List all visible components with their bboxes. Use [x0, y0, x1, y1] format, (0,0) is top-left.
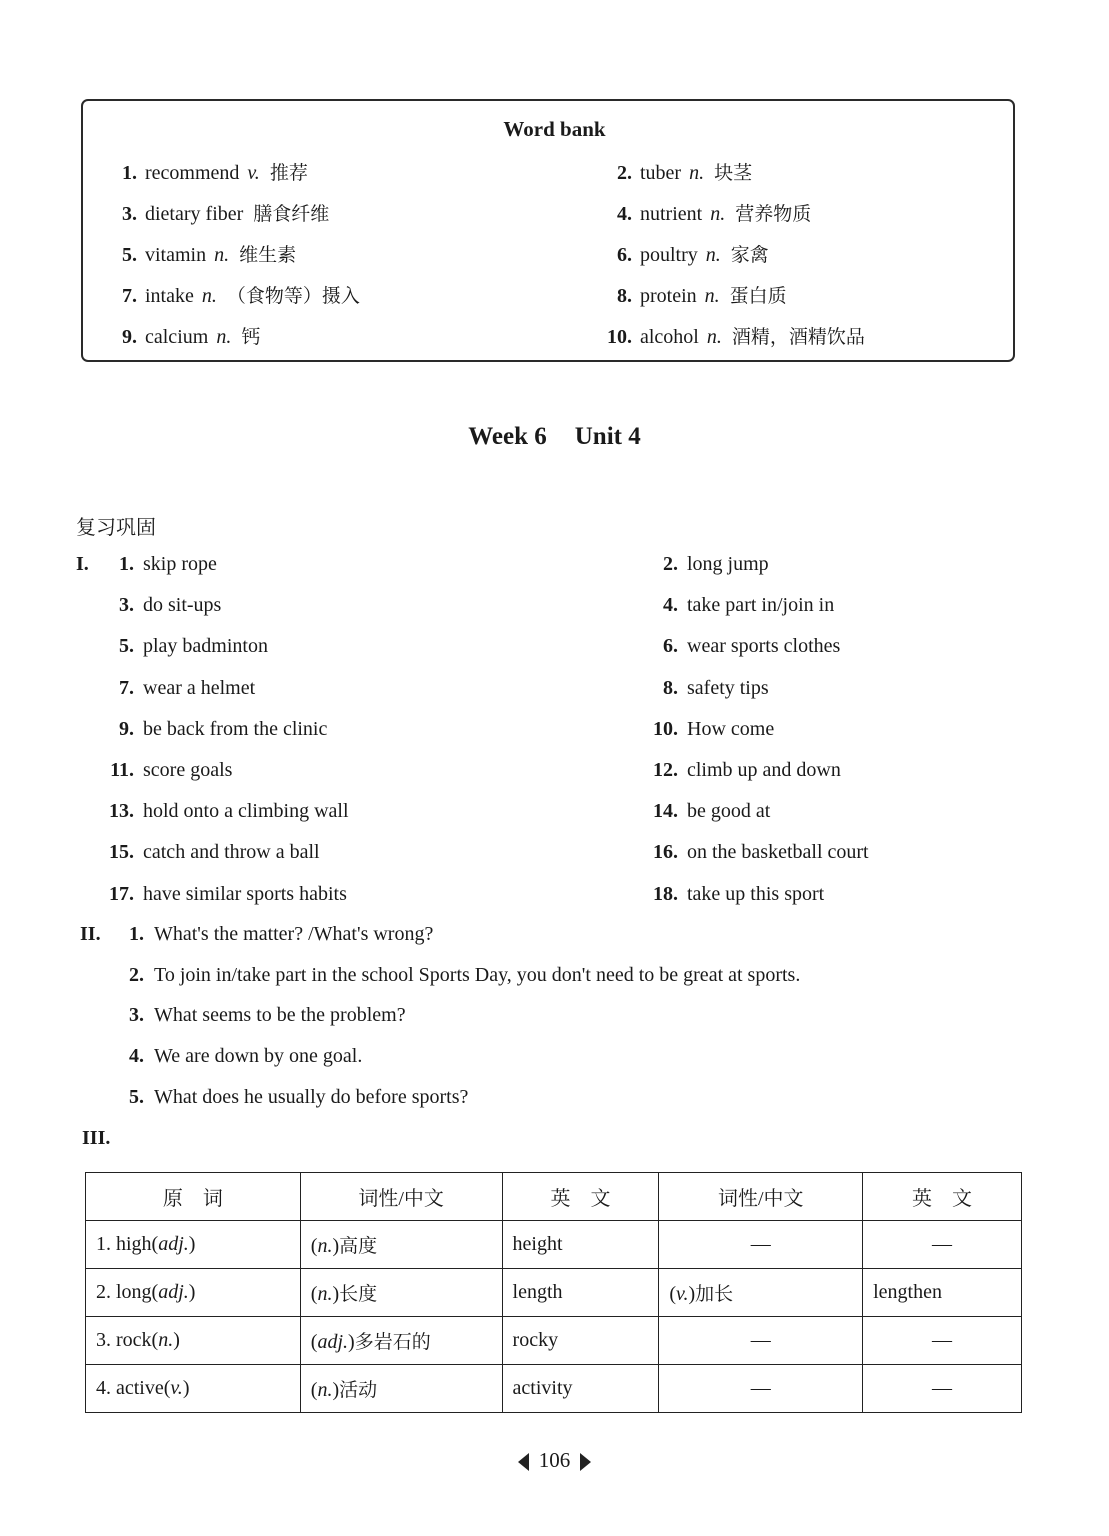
item-number: 7.: [122, 285, 137, 307]
header-original: 原 词: [86, 1173, 301, 1221]
item-text: be back from the clinic: [143, 717, 328, 740]
pos-1: n.: [317, 1283, 333, 1305]
item-pos: n.: [201, 285, 217, 307]
item-meaning: 推荐: [269, 162, 308, 184]
original-word: 1. high(: [96, 1233, 159, 1255]
item-meaning: 块茎: [714, 162, 753, 184]
chinese-1: 长度: [339, 1283, 378, 1305]
word-bank-title: Word bank: [503, 117, 606, 141]
item-number: 2.: [129, 963, 144, 986]
pos-2: v.: [676, 1283, 689, 1305]
item-text: skip rope: [143, 553, 217, 575]
part2-item: [118, 923, 433, 946]
cell-original: [86, 1317, 301, 1365]
paren-close: ): [332, 1283, 340, 1305]
original-word: 3. rock(: [96, 1329, 159, 1351]
part1-item: [96, 718, 327, 741]
word-forms-table: [85, 1172, 1022, 1413]
item-number: 3.: [122, 203, 137, 225]
item-pos: v.: [247, 162, 260, 184]
item-meaning: 钙: [241, 326, 261, 348]
part2-roman: II.: [80, 923, 101, 945]
cell-pos-cn-2: —: [659, 1317, 863, 1365]
cell-english-2: lengthen: [863, 1269, 1022, 1317]
cell-original: [86, 1365, 301, 1413]
item-text: hold onto a climbing wall: [143, 800, 349, 823]
paren-close: ): [188, 1233, 196, 1255]
part2-item: [118, 1004, 406, 1027]
item-text: play badminton: [143, 635, 268, 658]
word-bank-item: [103, 281, 360, 308]
cell-pos-cn-2: [659, 1269, 863, 1317]
paren-close: ): [332, 1379, 340, 1401]
item-number: 4.: [617, 203, 632, 225]
word-bank-item: [103, 240, 296, 267]
item-word: poultry: [640, 244, 698, 266]
item-text: long jump: [687, 553, 769, 575]
part1-item: [640, 635, 840, 658]
item-pos: n.: [214, 244, 230, 266]
item-number: 13.: [109, 800, 134, 823]
cell-english-1: rocky: [502, 1317, 659, 1365]
pos-1: n.: [317, 1235, 333, 1257]
item-number: 5.: [119, 635, 134, 658]
item-number: 4.: [663, 594, 678, 617]
item-meaning: 酒精，酒精饮品: [731, 326, 865, 348]
item-meaning: 维生素: [239, 244, 297, 266]
part1-item: [96, 677, 255, 700]
week-label: Week 6: [468, 423, 547, 450]
item-meaning: 营养物质: [735, 203, 812, 225]
cell-english-1: activity: [502, 1365, 659, 1413]
word-bank-item: [598, 199, 811, 226]
item-text: How come: [687, 717, 775, 740]
item-number: 1.: [119, 553, 134, 575]
cell-pos-cn-1: [300, 1269, 502, 1317]
item-number: 1.: [129, 923, 144, 945]
item-word: vitamin: [145, 244, 207, 266]
chinese-1: 高度: [339, 1235, 378, 1257]
cell-english-2: —: [863, 1365, 1022, 1413]
part1-item: [96, 883, 347, 906]
table-row: [86, 1221, 1022, 1269]
item-number: 17.: [109, 882, 134, 905]
table-row: [86, 1317, 1022, 1365]
item-number: 9.: [122, 326, 137, 348]
cell-english-2: —: [863, 1317, 1022, 1365]
part1-roman: I.: [76, 553, 89, 575]
cell-english-2: —: [863, 1221, 1022, 1269]
table-row: [86, 1269, 1022, 1317]
part1-item: [640, 841, 869, 864]
chinese-1: 活动: [339, 1379, 378, 1401]
next-arrow-icon: [580, 1453, 591, 1471]
item-number: 8.: [663, 676, 678, 699]
word-bank-item: [598, 158, 752, 185]
word-bank-item: [103, 199, 329, 226]
part1-item: [96, 800, 349, 823]
item-text: catch and throw a ball: [143, 841, 320, 864]
header-english-1: 英 文: [502, 1173, 659, 1221]
paren-close: ): [332, 1235, 340, 1257]
part1-item: [96, 635, 268, 658]
item-number: 5.: [122, 244, 137, 266]
chinese-2: 加长: [695, 1283, 734, 1305]
part1-item: [640, 883, 824, 906]
item-pos: n.: [710, 203, 726, 225]
item-word: nutrient: [640, 203, 703, 225]
item-number: 8.: [617, 285, 632, 307]
word-bank-item: [598, 240, 769, 267]
paren-open: (: [310, 1235, 318, 1257]
item-text: To join in/take part in the school Sports Day, you don't need to be great at sports.: [154, 963, 801, 986]
item-text: climb up and down: [687, 759, 841, 781]
cell-pos-cn-2: —: [659, 1221, 863, 1269]
pos-1: adj.: [317, 1331, 349, 1353]
word-bank-item: [598, 281, 787, 308]
item-number: 2.: [617, 162, 632, 184]
item-text: do sit-ups: [143, 594, 222, 617]
item-number: 12.: [653, 759, 678, 781]
part1-item: [96, 553, 217, 576]
pos-1: n.: [317, 1379, 333, 1401]
part1-item: [640, 800, 770, 823]
item-number: 5.: [129, 1085, 144, 1108]
item-word: calcium: [145, 326, 209, 348]
cell-pos-cn-1: [300, 1317, 502, 1365]
word-bank-item: [103, 158, 308, 185]
item-word: intake: [145, 285, 194, 307]
paren-close: ): [348, 1331, 355, 1353]
week-unit-heading: [0, 423, 1109, 451]
original-pos: v.: [170, 1377, 183, 1399]
header-pos-cn-2: 词性/中文: [659, 1173, 863, 1221]
item-number: 7.: [119, 676, 134, 699]
item-number: 3.: [129, 1004, 144, 1027]
item-number: 10.: [653, 717, 678, 740]
item-word: dietary fiber: [145, 203, 244, 225]
word-bank-item: [598, 322, 865, 349]
original-word: 2. long(: [96, 1281, 159, 1303]
cell-original: [86, 1221, 301, 1269]
original-word: 4. active(: [96, 1377, 171, 1399]
item-text: safety tips: [687, 676, 769, 699]
item-number: 10.: [607, 326, 632, 348]
section-title: 复习巩固: [76, 515, 156, 539]
page-number: 106: [538, 1448, 571, 1472]
item-pos: n.: [705, 244, 721, 266]
item-number: 11.: [110, 759, 134, 781]
item-number: 4.: [129, 1045, 144, 1068]
paren-open: (: [310, 1379, 318, 1401]
paren-open: (: [310, 1331, 318, 1353]
item-pos: n.: [706, 326, 722, 348]
item-number: 6.: [617, 244, 632, 266]
page-footer: [0, 1448, 1109, 1473]
unit-label: Unit 4: [574, 423, 641, 450]
cell-english-1: length: [502, 1269, 659, 1317]
paren-close: ): [688, 1283, 696, 1305]
part1-item: [96, 594, 221, 617]
item-number: 15.: [109, 841, 134, 864]
paren-close: ): [188, 1281, 196, 1303]
part1-item: [640, 677, 769, 700]
part1-item: [640, 553, 769, 576]
item-pos: n.: [689, 162, 705, 184]
item-text: have similar sports habits: [143, 882, 347, 905]
original-pos: adj.: [158, 1281, 189, 1303]
chinese-1: 多岩石的: [354, 1331, 431, 1353]
paren-open: (: [310, 1283, 318, 1305]
item-text: wear a helmet: [143, 676, 256, 699]
item-word: tuber: [640, 162, 682, 184]
item-number: 16.: [653, 841, 678, 864]
table-header-row: [86, 1173, 1022, 1221]
item-text: take part in/join in: [687, 594, 835, 617]
item-text: score goals: [143, 759, 233, 781]
item-word: recommend: [145, 162, 240, 184]
part1-item: [640, 718, 774, 741]
prev-arrow-icon: [518, 1453, 529, 1471]
item-text: We are down by one goal.: [154, 1045, 363, 1068]
item-number: 1.: [122, 162, 137, 184]
item-text: What's the matter? /What's wrong?: [154, 923, 434, 945]
cell-original: [86, 1269, 301, 1317]
item-text: on the basketball court: [687, 841, 869, 864]
item-meaning: 膳食纤维: [253, 203, 330, 225]
word-bank-item: [103, 322, 260, 349]
item-number: 18.: [653, 882, 678, 905]
part1-item: [640, 594, 834, 617]
part2-item: [118, 1045, 362, 1068]
item-number: 2.: [663, 553, 678, 575]
part1-item: [640, 759, 841, 782]
paren-close: ): [173, 1329, 180, 1351]
part1-item: [96, 841, 320, 864]
part2-item: [118, 964, 800, 987]
item-text: be good at: [687, 800, 771, 823]
part2-item: [118, 1086, 468, 1109]
original-pos: adj.: [158, 1233, 189, 1255]
item-text: take up this sport: [687, 882, 825, 905]
item-meaning: 蛋白质: [729, 285, 787, 307]
item-pos: n.: [704, 285, 720, 307]
item-meaning: 家禽: [730, 244, 769, 266]
item-number: 14.: [653, 800, 678, 823]
part1-item: [96, 759, 232, 782]
table-row: [86, 1365, 1022, 1413]
item-word: protein: [640, 285, 697, 307]
item-number: 3.: [119, 594, 134, 617]
cell-pos-cn-2: —: [659, 1365, 863, 1413]
part3-roman: III.: [82, 1127, 111, 1149]
header-pos-cn-1: 词性/中文: [300, 1173, 502, 1221]
item-word: alcohol: [640, 326, 699, 348]
item-text: What seems to be the problem?: [154, 1004, 406, 1027]
cell-pos-cn-1: [300, 1221, 502, 1269]
cell-pos-cn-1: [300, 1365, 502, 1413]
item-text: What does he usually do before sports?: [154, 1085, 469, 1108]
header-english-2: 英 文: [863, 1173, 1022, 1221]
item-meaning: （食物等）摄入: [226, 285, 360, 307]
cell-english-1: height: [502, 1221, 659, 1269]
paren-open: (: [669, 1283, 677, 1305]
item-pos: n.: [216, 326, 232, 348]
item-text: wear sports clothes: [687, 635, 841, 658]
paren-close: ): [182, 1377, 190, 1399]
original-pos: n.: [158, 1329, 174, 1351]
item-number: 9.: [119, 717, 134, 740]
item-number: 6.: [663, 635, 678, 658]
